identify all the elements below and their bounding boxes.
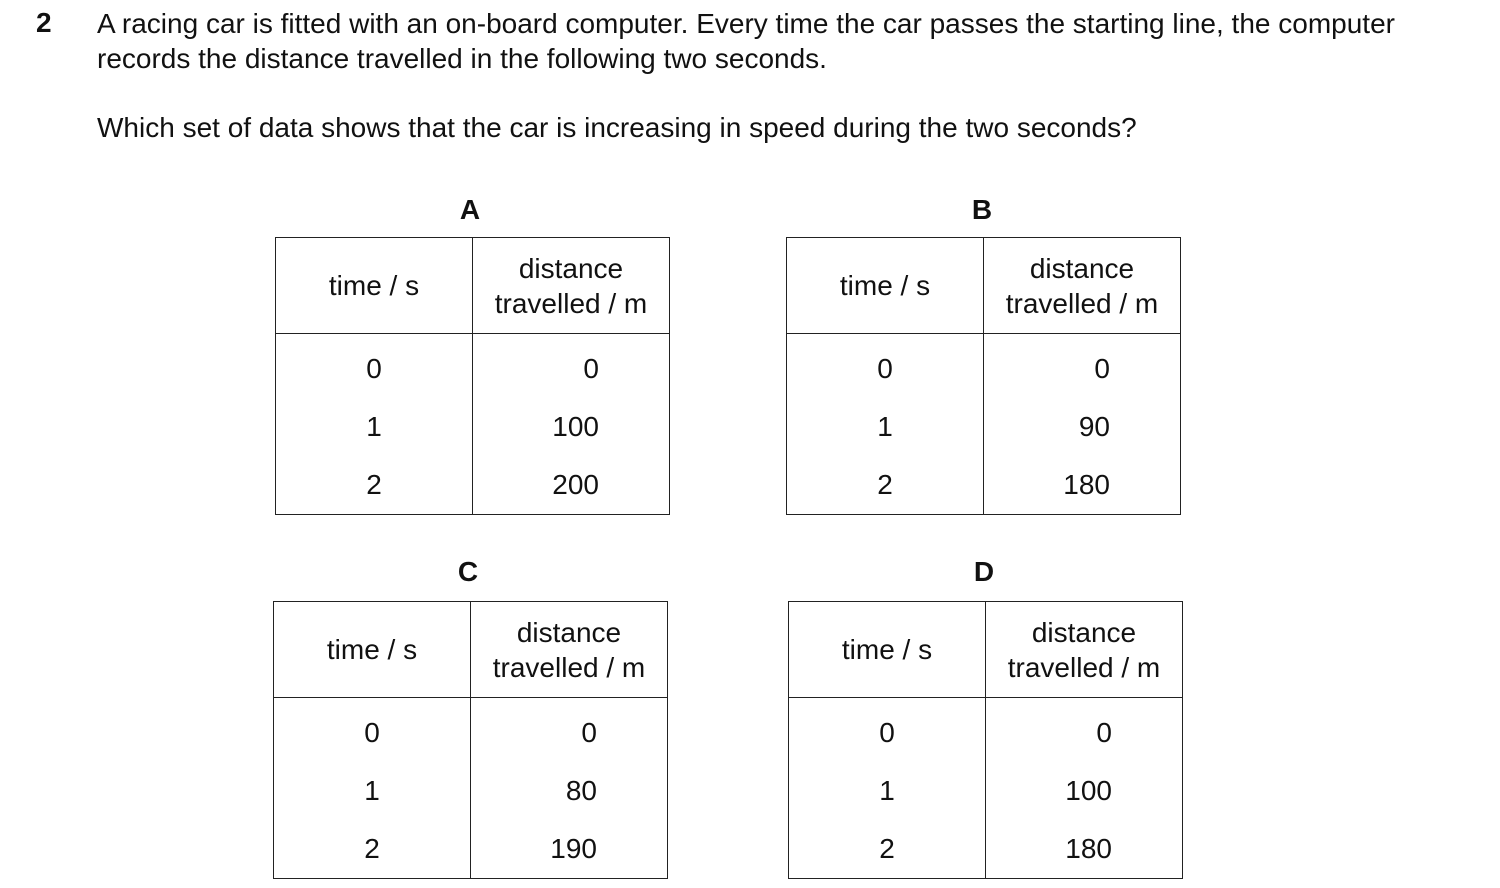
distance-cell: 180 bbox=[984, 456, 1181, 515]
option-c-distance-header: distance travelled / m bbox=[471, 602, 668, 698]
table-row bbox=[274, 762, 668, 820]
option-b-label: B bbox=[971, 194, 993, 225]
table-row bbox=[787, 456, 1181, 515]
question-prompt: Which set of data shows that the car is increasing in speed during the two seconds? bbox=[97, 112, 1137, 143]
distance-cell: 80 bbox=[471, 762, 668, 820]
option-a-label: A bbox=[459, 194, 481, 225]
time-cell: 1 bbox=[274, 762, 471, 820]
time-cell: 2 bbox=[789, 820, 986, 879]
option-c-time-header: time / s bbox=[274, 602, 471, 698]
option-a-table bbox=[275, 237, 670, 515]
option-b-time-header: time / s bbox=[787, 238, 984, 334]
time-cell: 2 bbox=[787, 456, 984, 515]
question-number: 2 bbox=[36, 7, 52, 38]
distance-cell: 0 bbox=[984, 334, 1181, 399]
table-row bbox=[276, 334, 670, 399]
distance-cell: 0 bbox=[473, 334, 670, 399]
option-d-time-header: time / s bbox=[789, 602, 986, 698]
question-stem: A racing car is fitted with an on-board computer. Every time the car passes the starting line, the computer records the distance travelled in the following two seconds. bbox=[97, 8, 1395, 74]
option-a-time-header: time / s bbox=[276, 238, 473, 334]
table-row bbox=[787, 334, 1181, 399]
distance-cell: 190 bbox=[471, 820, 668, 879]
time-cell: 2 bbox=[276, 456, 473, 515]
distance-cell: 0 bbox=[471, 698, 668, 763]
distance-cell: 0 bbox=[986, 698, 1183, 763]
table-row bbox=[274, 820, 668, 879]
distance-cell: 200 bbox=[473, 456, 670, 515]
time-cell: 1 bbox=[789, 762, 986, 820]
time-cell: 0 bbox=[274, 698, 471, 763]
distance-cell: 100 bbox=[473, 398, 670, 456]
time-cell: 0 bbox=[787, 334, 984, 399]
option-b-table bbox=[786, 237, 1181, 515]
option-a-distance-header: distance travelled / m bbox=[473, 238, 670, 334]
distance-cell: 90 bbox=[984, 398, 1181, 456]
distance-cell: 180 bbox=[986, 820, 1183, 879]
table-row bbox=[789, 820, 1183, 879]
table-row bbox=[276, 456, 670, 515]
option-d-label: D bbox=[973, 556, 995, 587]
time-cell: 2 bbox=[274, 820, 471, 879]
table-row bbox=[274, 698, 668, 763]
table-row bbox=[789, 698, 1183, 763]
table-row bbox=[789, 762, 1183, 820]
time-cell: 1 bbox=[787, 398, 984, 456]
time-cell: 0 bbox=[789, 698, 986, 763]
time-cell: 1 bbox=[276, 398, 473, 456]
table-row bbox=[787, 398, 1181, 456]
time-cell: 0 bbox=[276, 334, 473, 399]
option-d-distance-header: distance travelled / m bbox=[986, 602, 1183, 698]
table-row bbox=[276, 398, 670, 456]
option-c-label: C bbox=[457, 556, 479, 587]
distance-cell: 100 bbox=[986, 762, 1183, 820]
option-d-table bbox=[788, 601, 1183, 879]
option-b-distance-header: distance travelled / m bbox=[984, 238, 1181, 334]
option-c-table bbox=[273, 601, 668, 879]
